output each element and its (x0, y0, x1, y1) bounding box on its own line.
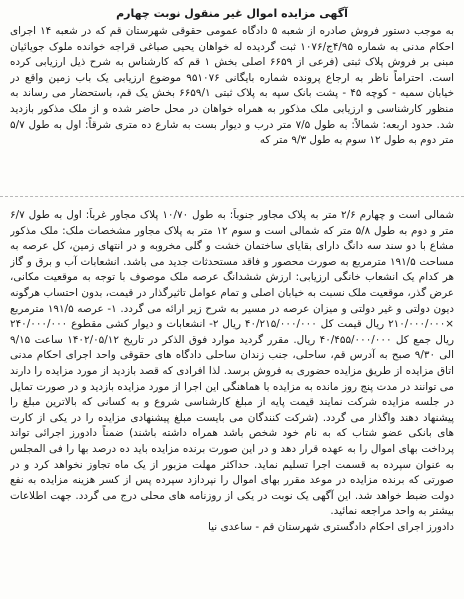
section-divider (0, 196, 464, 198)
notice-lower-section (10, 208, 454, 596)
notice-lower-paragraph: شمالی است و چهارم ۲/۶ متر به پلاک مجاور جنوباً: به طول ۱۰/۷۰ پلاک مجاور غرباً: اول به طول ۶/۷ متر و دوم به طول ۵/۸ متر که شمالی است و سوم ۱۲ متر به پلاک مجاور مشخصات ملک: ملک مذکور مشاع با دو سند سه دانگ دارای بقایای ساختمان خشت و گلی مخروبه و در انتهای زمین، کل عرصه به مساحت ۱۹۱/۵ مترمربع به صورت محصور و فاقد مستحدثات جدید می باشد. انشعابات آب و برق و گاز هر کدام یک انشعاب خانگی ارزیابی: ارزش ششدانگ عرصه ملک موصوف با توجه به موقعیت مکانی، عرض گذر، موقعیت ملک نسبت به خیابان اصلی و تمام عوامل تاثیرگذار در قیمت، بدون احتساب هرگونه دیون دولتی و غیر دولتی و میزان عرصه در مسیر به شرح زیر ارائه می گردد. ۱- عرصه ۱۹۱/۵ مترمربع ×۲۱۰/۰۰۰/۰۰۰ ریال قیمت کل ۴۰/۲۱۵/۰۰۰/۰۰۰ ریال ۲- انشعابات و دیوار کشی مقطوع ۲۴۰/۰۰۰/۰۰۰ ریال جمع کل ۴۰/۴۵۵/۰۰۰/۰۰۰ ریال. مقرر گردید موارد فوق الذکر در تاریخ ۱۴۰۲/۰۵/۱۲ ساعت ۹/۱۵ الی ۹/۳۰ صبح به آدرس قم، ساحلی، جنب زندان ساحلی دادگاه های حقوقی واحد اجرای احکام مدنی اتاق مزایده از طریق مزایده حضوری به فروش برسد. لذا افرادی که قصد بازدید از مورد مزایده را دارند می توانند در مدت پنج روز مانده به مزایده با هماهنگی این اجرا از مورد مزایده بازدید و در صورت تمایل در جلسه مزایده شرکت نمایند قیمت پایه از مبلغ کارشناسی شروع و به کسانی که بالاترین مبلغ را پیشنهاد دهند واگذار می گردد. (شرکت کنندگان می بایست مبلغ پیشنهادی مزایده را در یکی از کارت های بانکی عضو شتاب که به نام خود شخص باشد همراه داشته باشند) ضمناً دادورز اجرائی تواند پرداخت بهای اموال را به عهده قرار دهد و در این صورت برنده مزایده باید ده درصد بها را فی المجلس به عنوان سپرده به قسمت اجرا تسلیم نماید. حداکثر مهلت مزبور از یک ماه تجاوز نخواهد کرد و در صورتی که برنده مزایده در موعد مقرر بهای اموال را نپردازد سپرده پس از کسر هزینه مزایده به نفع دولت ضبط خواهد شد. این آگهی یک نوبت در یکی از روزنامه های محلی درج می گردد. جهت اطلاعات بیشتر به واحد مراجعه نمائید. (10, 209, 454, 518)
notice-upper-paragraph: به موجب دستور فروش صادره از شعبه ۵ دادگاه عمومی حقوقی شهرستان قم که در شعبه ۱۴ اجرای احکام مدنی به شماره ۴/۹۵ج/۱۰۷۶ ثبت گردیده له خواهان یحیی صباغی قراجه خوانده ملوک جویائیان مبنی بر فروش پلاک ثبتی (فرعی از ۶۶۵۹ اصلی بخش ۱ قم که کارشناس به شرح ذیل ارزیابی کرده است. احتراماً ناظر به ارجاع پرونده شماره بایگانی ۹۵۱۰۷۶ موضوع ارزیابی یک باب زمین واقع در خیابان سمیه - کوچه ۴۵ - پشت بانک سپه به پلاک ثبتی ۶۶۵۹/۱ بخش یک قم، باستحضار می رساند به منظور کارشناسی و ارزیابی ملک مذکور به همراه خواهان در محل حاضر شده و از ملک مذکور بازدید شد. حدود اربعه: شمالاً: به طول ۷/۵ متر درب و دیوار بست به شارع ده متری شرقاً: اول به طول ۵/۷ متر دوم به طول ۱۲ سوم به طول ۹/۳ متر که (10, 25, 454, 147)
notice-signature: دادورز اجرای احکام دادگستری شهرستان قم - ساعدی نیا (207, 520, 454, 533)
notice-upper-section (10, 6, 454, 188)
notice-title: آگهی مزایده اموال غیر منقول نوبت چهارم (116, 7, 348, 20)
